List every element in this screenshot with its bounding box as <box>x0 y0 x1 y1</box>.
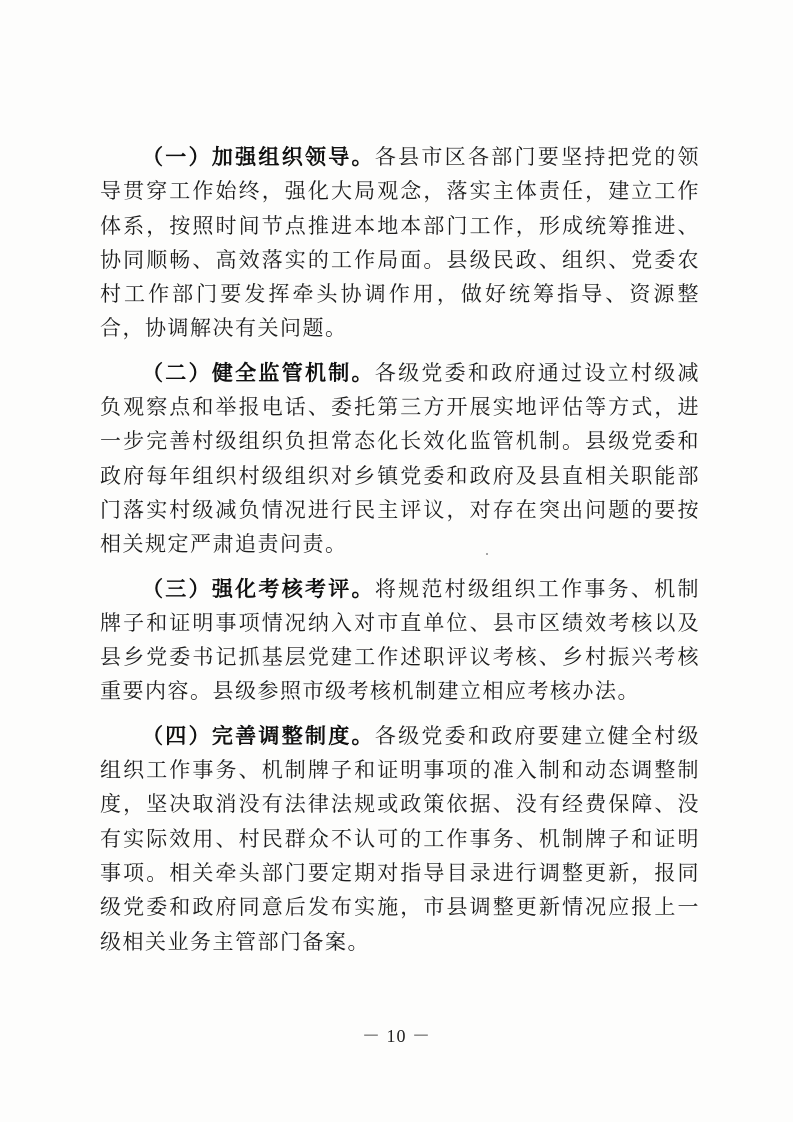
paragraph-supervision <box>100 356 700 562</box>
paragraph-leadership <box>100 140 700 346</box>
document-body <box>100 140 700 969</box>
paragraph-text: 各级党委和政府通过设立村级减负观察点和举报电话、委托第三方开展实地评估等方式，进一步完善村级组织负担常态化长效化监管机制。县级党委和政府每年组织村级组织对乡镇党委和政府及县直相关职能部门落实村级减负情况进行民主评议，对存在突出问题的要按相关规定严肃追责问责。 <box>100 360 701 557</box>
paragraph-adjustment <box>100 719 700 959</box>
paragraph-assessment <box>100 572 700 709</box>
paragraph-heading: （四）完善调整制度。 <box>142 723 375 748</box>
paragraph-text: 将规范村级组织工作事务、机制牌子和证明事项情况纳入对市直单位、县市区绩效考核以及县乡党委书记抓基层党建工作述职评议考核、乡村振兴考核重要内容。县级参照市级考核机制建立相应考核办法。 <box>100 576 701 704</box>
paragraph-text: 各级党委和政府要建立健全村级组织工作事务、机制牌子和证明事项的准入制和动态调整制度，坚决取消没有法律法规或政策依据、没有经费保障、没有实际效用、村民群众不认可的工作事务、机制牌子和证明事项。相关牵头部门要定期对指导目录进行调整更新，报同级党委和政府同意后发布实施，市县调整更新情况应报上一级相关业务主管部门备案。 <box>100 723 701 954</box>
scan-speck <box>486 553 488 555</box>
paragraph-heading: （二）健全监管机制。 <box>142 360 375 385</box>
paragraph-text: 各县市区各部门要坚持把党的领导贯穿工作始终，强化大局观念，落实主体责任，建立工作体系，按照时间节点推进本地本部门工作，形成统筹推进、协同顺畅、高效落实的工作局面。县级民政、组织、党委农村工作部门要发挥牵头协调作用，做好统筹指导、资源整合，协调解决有关问题。 <box>100 145 701 341</box>
paragraph-heading: （一）加强组织领导。 <box>142 145 375 169</box>
page-number: － 10 － <box>362 1026 431 1046</box>
paragraph-heading: （三）强化考核考评。 <box>142 576 375 601</box>
